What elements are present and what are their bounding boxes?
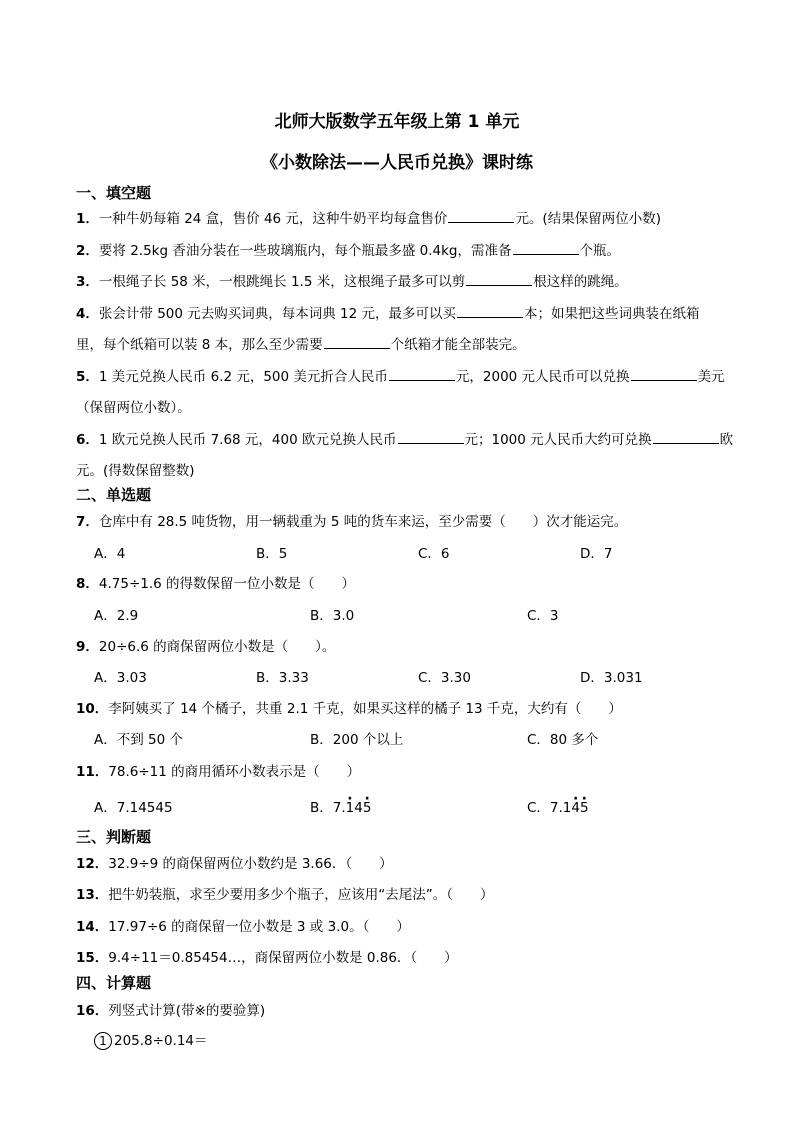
question-16: 16．列竖式计算(带※的要验算) <box>76 1003 266 1019</box>
page-subtitle: 《小数除法——人民币兑换》课时练 <box>261 153 533 173</box>
section-fill-blank: 一、填空题 <box>76 184 152 202</box>
option-c[interactable]: C．7.1· 4· 5 <box>527 796 589 816</box>
answer-blank[interactable] <box>653 430 719 444</box>
answer-blank[interactable] <box>324 335 390 349</box>
question-8: 8．4.75÷1.6 的得数保留一位小数是（ ） <box>76 576 356 592</box>
option-b[interactable]: B．200 个以上 <box>310 732 404 748</box>
question-6-cont: 元。(得数保留整数) <box>76 463 195 479</box>
question-3: 3．一根绳子长 58 米，一根跳绳长 1.5 米，这根绳子最多可以剪 根这样的跳绳。 <box>76 274 628 290</box>
option-b[interactable]: B．5 <box>256 546 288 562</box>
option-b[interactable]: B．3.33 <box>256 670 309 686</box>
section-single-choice: 二、单选题 <box>76 486 152 504</box>
option-b[interactable]: B．7.· 14· 5 <box>310 796 371 816</box>
repeating-digit: · 1 <box>346 800 355 816</box>
question-4-cont: 里，每个纸箱可以装 8 本，那么至少需要 个纸箱才能全部装完。 <box>76 337 526 353</box>
answer-blank[interactable] <box>448 209 514 223</box>
question-13: 13．把牛奶装瓶，求至少要用多少个瓶子，应该用“去尾法”。（ ） <box>76 887 494 903</box>
question-14: 14．17.97÷6 的商保留一位小数是 3 或 3.0。（ ） <box>76 919 410 935</box>
question-4: 4．张会计带 500 元去购买词典，每本词典 12 元，最多可以买 本；如果把这些词典装在纸箱 <box>76 306 700 322</box>
answer-blank[interactable] <box>631 367 697 381</box>
option-c[interactable]: C．3.30 <box>418 670 471 686</box>
answer-blank[interactable] <box>398 430 464 444</box>
section-true-false: 三、判断题 <box>76 828 152 846</box>
option-a[interactable]: A．4 <box>94 546 126 562</box>
repeating-digit: · 4 <box>571 800 580 816</box>
question-11: 11．78.6÷11 的商用循环小数表示是（ ） <box>76 764 361 780</box>
option-b[interactable]: B．3.0 <box>310 608 355 624</box>
answer-blank[interactable] <box>466 272 532 286</box>
question-9: 9．20÷6.6 的商保留两位小数是（ ）。 <box>76 639 336 655</box>
question-2: 2．要将 2.5kg 香油分装在一些玻璃瓶内，每个瓶最多盛 0.4kg，需准备 个瓶。 <box>76 243 620 259</box>
option-c[interactable]: C．6 <box>418 546 450 562</box>
option-d[interactable]: D．7 <box>580 546 613 562</box>
question-7: 7．仓库中有 28.5 吨货物，用一辆载重为 5 吨的货车来运，至少需要（ ）次才能运完。 <box>76 514 628 530</box>
question-10: 10．李阿姨买了 14 个橘子，共重 2.1 千克，如果买这样的橘子 13 千克，大约有（ ） <box>76 701 622 717</box>
option-a[interactable]: A．3.03 <box>94 670 147 686</box>
option-c[interactable]: C．80 多个 <box>527 732 599 748</box>
option-c[interactable]: C．3 <box>527 608 559 624</box>
circled-number-icon: 1 <box>94 1032 112 1050</box>
answer-blank[interactable] <box>389 367 455 381</box>
question-1: 1．一种牛奶每箱 24 盒，售价 46 元，这种牛奶平均每盒售价 元。(结果保留两位小数) <box>76 211 661 227</box>
answer-blank[interactable] <box>513 241 579 255</box>
section-calculation: 四、计算题 <box>76 974 152 992</box>
calc-item-1: 1 205.8÷0.14＝ <box>94 1029 208 1050</box>
question-12: 12．32.9÷9 的商保留两位小数约是 3.66．（ ） <box>76 856 393 872</box>
option-a[interactable]: A．不到 50 个 <box>94 732 183 748</box>
question-15: 15．9.4÷11＝0.85454…，商保留两位小数是 0.86．（ ） <box>76 950 458 966</box>
option-a[interactable]: A．2.9 <box>94 608 139 624</box>
repeating-digit: · 5 <box>580 800 589 816</box>
page-title: 北师大版数学五年级上第 1 单元 <box>274 112 520 132</box>
question-5-cont: （保留两位小数）。 <box>76 400 191 416</box>
option-a[interactable]: A．7.14545 <box>94 800 173 816</box>
question-6: 6．1 欧元兑换人民币 7.68 元，400 欧元兑换人民币 元；1000 元人民币大约可兑换 欧 <box>76 432 734 448</box>
option-d[interactable]: D．3.031 <box>580 670 643 686</box>
answer-blank[interactable] <box>457 304 523 318</box>
repeating-digit: · 5 <box>363 800 372 816</box>
question-5: 5．1 美元兑换人民币 6.2 元，500 美元折合人民币 元，2000 元人民币可以兑换 美元 <box>76 369 725 385</box>
